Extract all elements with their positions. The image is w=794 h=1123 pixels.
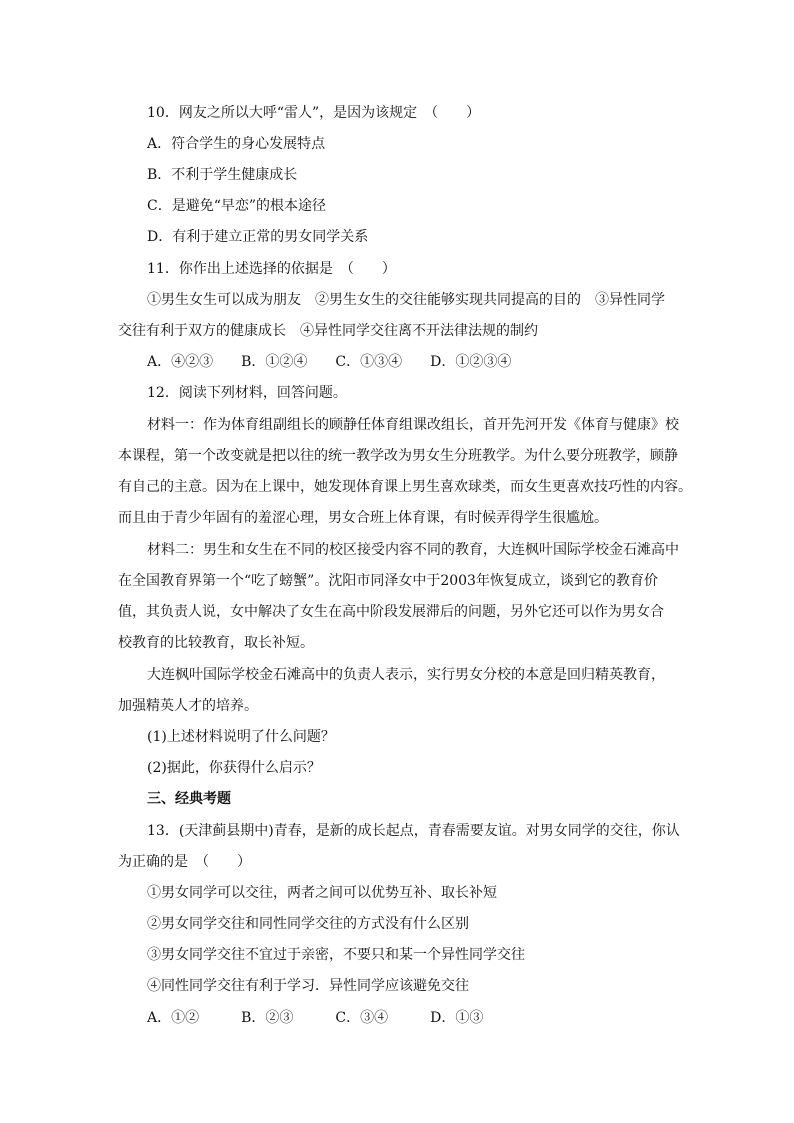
question-12-subquestion-1: (1)上述材料说明了什么问题？: [147, 729, 335, 745]
question-11-statements-line-2: 交往有利于双方的健康成长 ④异性同学交往离不开法律法规的制约: [118, 323, 538, 339]
question-12-stem: 12．阅读下列材料，回答问题。: [147, 385, 347, 401]
material-1-line-4: 而且由于青少年固有的羞涩心理，男女合班上体育课，有时候弄得学生很尴尬。: [118, 510, 608, 526]
material-2-line-4: 校教育的比较教育，取长补短。: [118, 635, 314, 651]
question-10-option-d: D．有利于建立正常的男女同学关系: [147, 229, 369, 245]
material-2-line-2: 在全国教育界第一个“吃了螃蟹”。沈阳市同泽女中于2003年恢复成立，谈到它的教育价: [118, 573, 658, 589]
material-2-line-5: 大连枫叶国际学校金石滩高中的负责人表示，实行男女分校的本意是回归精英教育，: [147, 667, 665, 683]
question-10-option-c: C．是避免“早恋”的根本途径: [147, 198, 327, 214]
question-10-stem: 10．网友之所以大呼“雷人”，是因为该规定 （ ）: [147, 105, 481, 121]
material-2-line-1: 材料二：男生和女生在不同的校区接受内容不同的教育，大连枫叶国际学校金石滩高中: [147, 542, 679, 558]
question-13-options: A．①② B．②③ C．③④ D．①③: [147, 1010, 484, 1026]
material-1-line-2: 本课程，第一个改变就是把以往的统一教学改为男女生分班教学。为什么要分班教学，顾静: [118, 448, 678, 464]
material-1-line-3: 有自己的主意。因为在上课中，她发现体育课上男生喜欢球类，而女生更喜欢技巧性的内容。: [118, 479, 692, 495]
material-2-line-6: 加强精英人才的培养。: [118, 698, 258, 714]
question-13-statement-4: ④同性同学交往有利于学习．异性同学应该避免交往: [147, 978, 469, 994]
question-13-stem-line-2: 为正确的是 （ ）: [118, 854, 251, 870]
section-heading: 三、经典考题: [147, 791, 231, 807]
question-10-option-b: B．不利于学生健康成长: [147, 167, 298, 183]
question-11-stem: 11．你作出上述选择的依据是 （ ）: [147, 261, 396, 277]
question-13-stem-line-1: 13．(天津蓟县期中)青春，是新的成长起点，青春需要友谊。对男女同学的交往，你认: [147, 823, 680, 839]
question-13-statement-3: ③男女同学交往不宜过于亲密，不要只和某一个异性同学交往: [147, 947, 525, 963]
question-11-statements-line-1: ①男生女生可以成为朋友 ②男生女生的交往能够实现共同提高的目的 ③异性同学: [147, 292, 665, 308]
question-13-statement-1: ①男女同学可以交往，两者之间可以优势互补、取长补短: [147, 885, 497, 901]
question-12-subquestion-2: (2)据此，你获得什么启示？: [147, 760, 321, 776]
material-2-line-3: 值，其负责人说，女中解决了女生在高中阶段发展滞后的问题，另外它还可以作为男女合: [118, 604, 664, 620]
question-11-options: A．④②③ B．①②④ C．①③④ D．①②③④: [147, 354, 512, 370]
material-1-line-1: 材料一：作为体育组副组长的顾静任体育组课改组长，首开先河开发《体育与健康》校: [147, 417, 679, 433]
question-13-statement-2: ②男女同学交往和同性同学交往的方式没有什么区别: [147, 916, 469, 932]
question-10-option-a: A．符合学生的身心发展特点: [147, 136, 326, 152]
